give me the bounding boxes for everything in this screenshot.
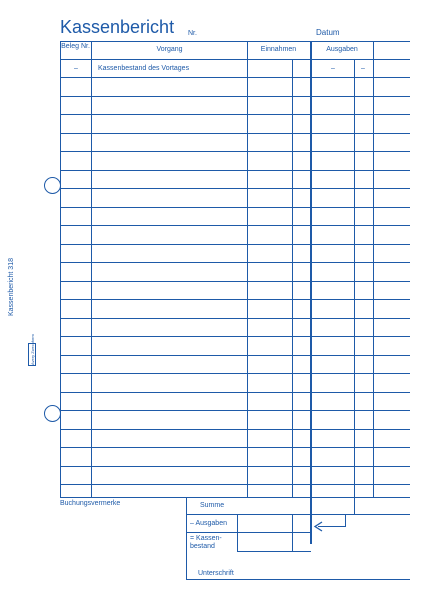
ledger-rows [60,77,410,484]
kassenbestand-rule [237,551,311,552]
row-rule [60,373,410,374]
row-rule [60,225,410,226]
punch-hole-top [44,177,61,194]
datum-label: Datum [316,28,340,37]
col-header-einnahmen: Einnahmen [260,46,297,53]
form-title: Kassenbericht [60,17,175,37]
row-rule [60,355,410,356]
row-rule [60,392,410,393]
ausgaben-rule [186,532,310,533]
summe-rule [186,514,410,515]
col-header-ausgaben: Ausgaben [326,46,358,53]
col-header-beleg: Beleg Nr. [61,43,90,50]
row-rule [60,207,410,208]
header-bottom-rule [60,59,410,60]
row-rule [60,262,410,263]
form-code-text: Kassenbericht 318 [8,258,15,316]
row-rule [60,429,410,430]
col-line-beleg [91,41,92,497]
row-rule [60,410,410,411]
col-line-einnahmen [310,41,312,544]
nr-label: Nr. [188,30,197,37]
brand-logo [28,334,36,366]
row-rule [60,318,410,319]
col-line-ausgaben [373,41,374,497]
col-line-left [60,41,61,497]
footer-top-rule [60,497,410,498]
first-row-ausgaben-dash: – [331,65,335,72]
ausgaben-label: – Ausgaben [190,520,227,527]
first-row-ausgaben-dash-cents: – [361,65,365,72]
title-rule [60,41,410,42]
row-rule [60,299,410,300]
summary-box-left [186,497,187,579]
brand-logo-text: Avery Zweckform [30,334,35,365]
row-rule [60,151,410,152]
buchungsvermerke-label: Buchungsvermerke [60,500,121,507]
col-line-ausgaben-cents [354,59,355,514]
row-rule [60,466,410,467]
col-line-einnahmen-cents [292,59,293,497]
row-rule [60,77,410,78]
row-rule [60,336,410,337]
col-line-vorgang [247,41,248,497]
col-header-vorgang: Vorgang [156,46,183,53]
punch-hole-bottom [44,405,61,422]
unterschrift-label: Unterschrift [198,570,234,577]
row-rule [60,188,410,189]
summe-label: Summe [200,502,225,509]
row-rule [60,244,410,245]
summary-box-einnahmen-cents [292,514,293,552]
unterschrift-rule [186,579,410,580]
row-rule [60,447,410,448]
row-rule [60,114,410,115]
arrow-left-icon [313,521,323,532]
row-rule [60,133,410,134]
row-rule [60,484,410,485]
row-rule [60,170,410,171]
row-rule [60,96,410,97]
first-row-dash: – [74,65,78,72]
kassenbestand-label: = Kassen- bestand [190,535,222,550]
summary-box-mid [237,514,238,552]
row-rule [60,281,410,282]
first-row-text: Kassenbestand des Vortages [98,65,190,72]
